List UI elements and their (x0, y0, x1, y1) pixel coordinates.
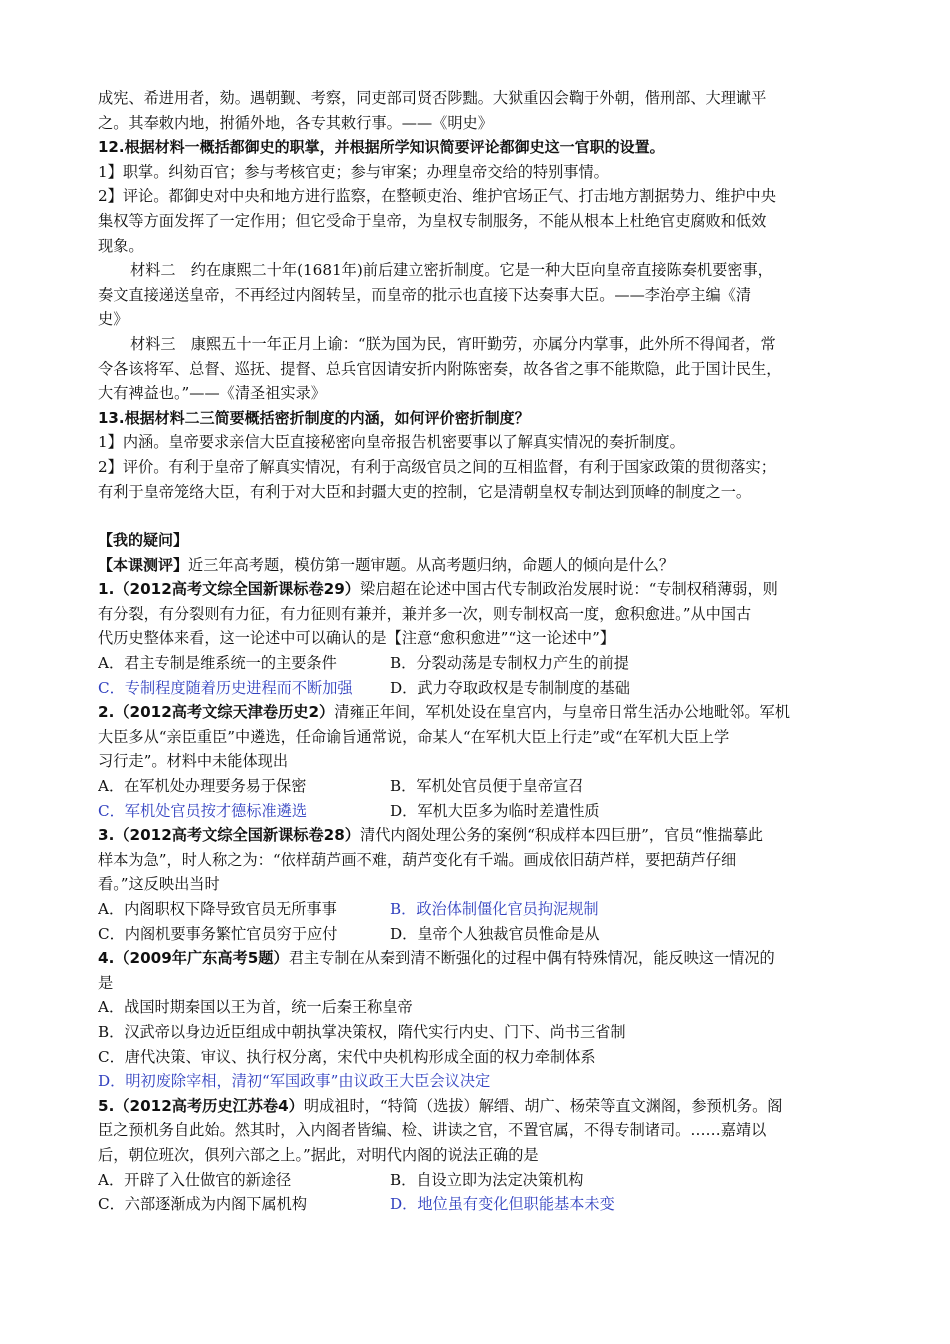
mc-question-1-number: 1. (98, 580, 115, 599)
my-doubts-heading: 【我的疑问】 (98, 531, 189, 550)
lesson-evaluation-line (98, 553, 850, 578)
mc-question-2-option-a: A．在军机处办理要务易于保密 (98, 777, 307, 796)
mc-question-3-option-c: C．内阁机要事务繁忙官员穷于应付 (98, 924, 338, 943)
mc-question-2-option-b: B．军机处官员便于皇帝宣召 (390, 777, 584, 796)
material-three-line-2: 令各该将军、总督、巡抚、提督、总兵官因请安折内附陈密奏，故各省之事不能欺隐，此于国计民生， (98, 359, 782, 378)
mc-question-2-number: 2. (98, 703, 115, 722)
question-13-answer-2-line-2: 有利于皇帝笼络大臣，有利于对大臣和封疆大吏的控制，它是清朝皇权专制达到顶峰的制度之一。 (98, 482, 752, 501)
lesson-evaluation-heading: 【本课测评】 (98, 555, 189, 574)
mc-question-3-option-a: A．内阁职权下降导致官员无所事事 (98, 900, 337, 918)
mc-question-3-stem: 清代内阁处理公务的案例“积成样本四巨册”，官员“惟揣摹此 (360, 826, 763, 845)
material-three-line-3: 大有裨益也。”——《清圣祖实录》 (98, 384, 326, 403)
question-13-title: 13.根据材料二三简要概括密折制度的内涵，如何评价密折制度？ (98, 408, 530, 427)
mc-question-4-option-c: C．唐代决策、审议、执行权分离，宋代中央机构形成全面的权力牵制体系 (98, 1047, 596, 1066)
mc-question-3-option-b-answer: B．政治体制僵化官员拘泥规制 (390, 900, 599, 918)
mc-question-5-options-row-1 (98, 1168, 850, 1193)
mc-question-2-stem-line-1 (98, 700, 850, 725)
mc-question-1-options-row-1 (98, 651, 850, 676)
mc-question-5-options-row-2 (98, 1192, 850, 1217)
material-one-line-2: 之。其奉敕内地，拊循外地，各专其敕行事。——《明史》 (98, 113, 493, 132)
question-12-answer-2-line-3: 现象。 (98, 236, 144, 255)
mc-question-4-stem: 君主专制在从秦到清不断强化的过程中偶有特殊情况，能反映这一情况的 (288, 949, 775, 968)
mc-question-1-stem-line-2: 有分裂，有分裂则有力征，有力征则有兼并，兼并多一次，则专制权高一度，愈积愈进。”从中国古 (98, 604, 752, 623)
mc-question-1-stem-line-1 (98, 577, 850, 602)
mc-question-5-option-c: C．六部逐渐成为内阁下属机构 (98, 1195, 308, 1214)
question-12-answer-1: 1】职掌。纠劾百官；参与考核官吏；参与审案；办理皇帝交给的特别事情。 (98, 162, 609, 181)
mc-question-5-stem-line-2: 臣之预机务自此始。然其时，入内阁者皆编、检、讲读之官，不置官属，不得专制诸司。……嘉靖以 (98, 1121, 767, 1140)
material-one-line-1: 成宪、希进用者，劾。遇朝觐、考察，同吏部司贤否陟黜。大狱重囚会鞫于外朝，偕刑部、大理谳平 (98, 89, 767, 107)
mc-question-3-stem-line-1 (98, 823, 850, 848)
mc-question-2-option-d: D．军机大臣多为临时差遣性质 (390, 801, 600, 820)
mc-question-4-option-d-answer: D．明初废除宰相，清初“军国政事”由议政王大臣会议决定 (98, 1072, 491, 1091)
question-13-answer-2-line-1: 2】评价。有利于皇帝了解真实情况，有利于高级官员之间的互相监督，有利于国家政策的贯彻落实； (98, 457, 776, 476)
mc-question-3-stem-line-2: 样本为急”，时人称之为：“依样葫芦画不难，葫芦变化有千端。画成依旧葫芦样，要把葫芦仔细 (98, 850, 737, 869)
question-12-answer-2-line-1: 2】评论。都御史对中央和地方进行监察，在整顿吏治、维护官场正气、打击地方割据势力、维护中央 (98, 187, 776, 206)
mc-question-2-stem: 清雍正年间，军机处设在皇宫内，与皇帝日常生活办公地毗邻。军机 (334, 703, 790, 722)
mc-question-2-stem-line-3: 习行走”。材料中未能体现出 (98, 752, 289, 771)
material-three-line-1: 材料三 康熙五十一年正月上谕：“朕为国为民，宵旰勤劳，亦属分内掌事，此外所不得闻者，常 (130, 334, 776, 353)
material-two-line-3: 史》 (98, 310, 129, 329)
mc-question-5-stem: 明成祖时，“特简（选拔）解缙、胡广、杨荣等直文渊阁，参预机务。阁 (303, 1096, 783, 1115)
mc-question-4-option-b: B．汉武帝以身边近臣组成中朝执掌决策权，隋代实行内史、门下、尚书三省制 (98, 1022, 626, 1041)
mc-question-3-source: （2012高考文综全国新课标卷28） (114, 826, 360, 845)
mc-question-2-stem-line-2: 大臣多从“亲臣重臣”中遴选，任命谕旨通常说，命某人“在军机大臣上行走”或“在军机大臣上学 (98, 727, 730, 746)
mc-question-1-stem-line-3: 代历史整体来看，这一论述中可以确认的是【注意“愈积愈进”“这一论述中”】 (98, 629, 616, 648)
question-12-answer-2-line-2: 集权等方面发挥了一定作用；但它受命于皇帝，为皇权专制服务，不能从根本上杜绝官吏腐败和低效 (98, 211, 767, 230)
question-13-answer-1: 1】内涵。皇帝要求亲信大臣直接秘密向皇帝报告机密要事以了解真实情况的奏折制度。 (98, 433, 685, 452)
mc-question-2-option-c-answer: C．军机处官员按才德标准遴选 (98, 801, 308, 820)
question-12-title: 12.根据材料一概括都御史的职掌，并根据所学知识简要评论都御史这一官职的设置。 (98, 138, 665, 157)
lesson-evaluation-text: 近三年高考题，模仿第一题审题。从高考题归纳，命题人的倾向是什么？ (188, 555, 675, 574)
mc-question-2-options-row-2 (98, 799, 850, 824)
mc-question-1-option-d: D．武力夺取政权是专制制度的基础 (390, 678, 630, 697)
mc-question-3-stem-line-3: 看。”这反映出当时 (98, 875, 220, 894)
mc-question-5-option-a: A．开辟了入仕做官的新途径 (98, 1170, 292, 1189)
mc-question-1-option-a: A．君主专制是维系统一的主要条件 (98, 654, 337, 673)
mc-question-3-options-row-1 (98, 897, 850, 922)
mc-question-5-stem-line-3: 后，朝位班次，俱列六部之上。”据此，对明代内阁的说法正确的是 (98, 1145, 539, 1164)
section-spacer (98, 504, 850, 528)
mc-question-1-source: （2012高考文综全国新课标卷29） (114, 580, 360, 599)
mc-question-4-stem-line-1 (98, 946, 850, 971)
mc-question-4-stem-line-2: 是 (98, 973, 114, 992)
mc-question-1-option-b: B．分裂动荡是专制权力产生的前提 (390, 654, 629, 673)
mc-question-3-number: 3. (98, 826, 115, 845)
mc-question-1-option-c-answer: C．专制程度随着历史进程而不断加强 (98, 678, 353, 697)
mc-question-3-options-row-2 (98, 922, 850, 947)
material-two-line-2: 奏文直接递送皇帝，不再经过内阁转呈，而皇帝的批示也直接下达奏事大臣。——李治亭主编《清 (98, 285, 752, 304)
mc-question-1-options-row-2 (98, 676, 850, 701)
material-two-line-1: 材料二 约在康熙二十年(1681年)前后建立密折制度。它是一种大臣向皇帝直接陈奏机要密事， (130, 261, 773, 280)
mc-question-2-source: （2012高考文综天津卷历史2） (114, 703, 335, 722)
mc-question-1-stem: 梁启超在论述中国古代专制政治发展时说：“专制权稍薄弱，则 (360, 580, 778, 599)
mc-question-2-options-row-1 (98, 774, 850, 799)
mc-question-5-stem-line-1 (98, 1094, 850, 1119)
mc-question-5-source: （2012高考历史江苏卷4） (114, 1096, 304, 1115)
mc-question-5-option-b: B．自设立即为法定决策机构 (390, 1170, 584, 1189)
mc-question-5-number: 5. (98, 1096, 115, 1115)
mc-question-4-option-a: A．战国时期秦国以王为首，统一后秦王称皇帝 (98, 998, 413, 1017)
mc-question-4-source: （2009年广东高考5题） (114, 949, 289, 968)
mc-question-3-option-d: D．皇帝个人独裁官员惟命是从 (390, 924, 600, 943)
mc-question-4-number: 4. (98, 949, 115, 968)
mc-question-5-option-d-answer: D．地位虽有变化但职能基本未变 (390, 1195, 615, 1214)
